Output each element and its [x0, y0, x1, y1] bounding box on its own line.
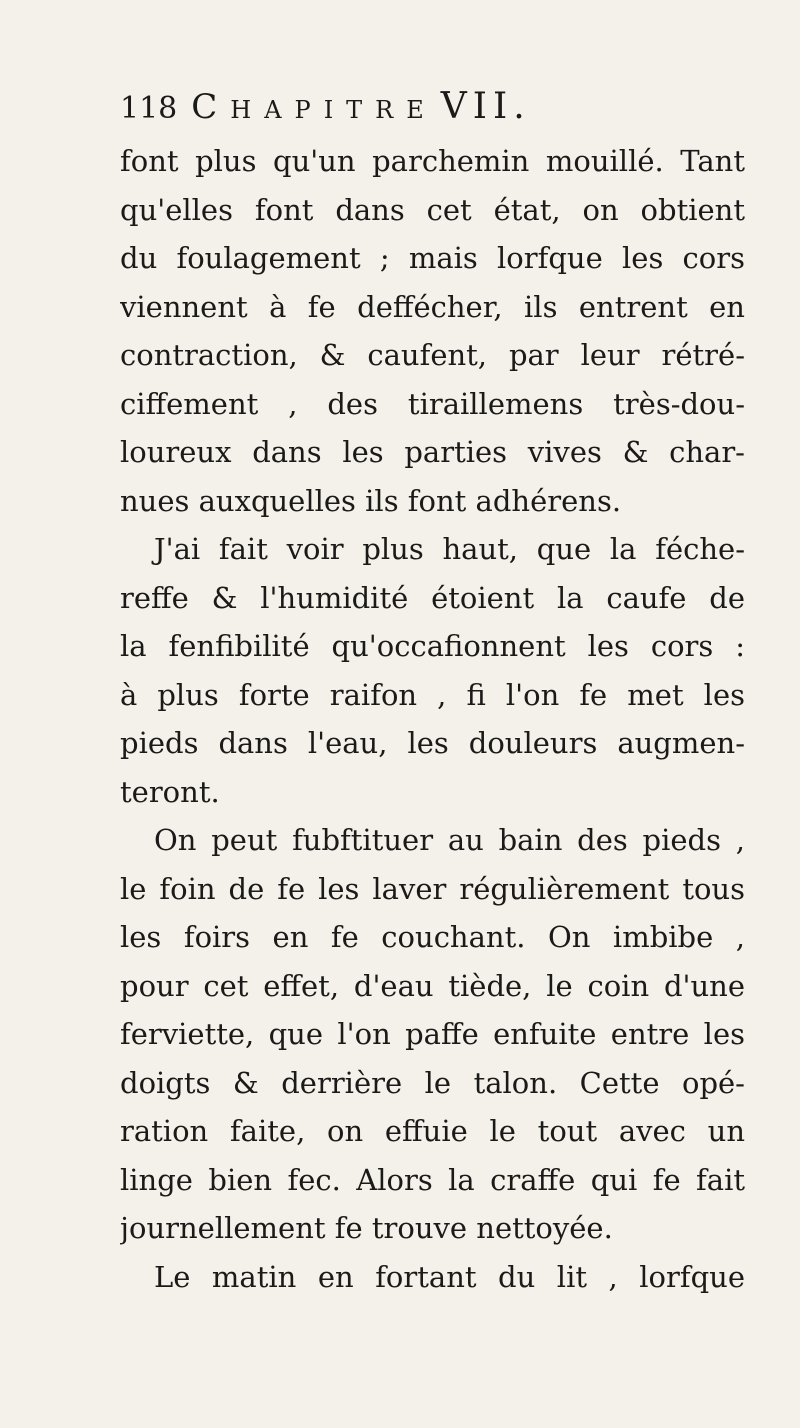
text-line: ferviette, que l'on paffe enfuite entre les — [120, 1017, 745, 1051]
text-line: les foirs en fe couchant. On imbibe , — [120, 920, 745, 954]
text-line: loureux dans les parties vives & char- — [120, 435, 745, 469]
text-line: nues auxquelles ils font adhérens. — [120, 483, 622, 518]
text-line: J'ai fait voir plus haut, que la féche- — [154, 532, 745, 566]
page-number: 118 — [120, 91, 178, 126]
text-line: contraction, & caufent, par leur rétré- — [120, 338, 745, 372]
text-line: teront. — [120, 774, 220, 809]
text-line: font plus qu'un parchemin mouillé. Tant — [120, 144, 745, 178]
text-line: On peut fubftituer au bain des pieds , — [154, 823, 745, 857]
text-line: qu'elles font dans cet état, on obtient — [120, 192, 745, 227]
chapter-numeral: VII. — [440, 86, 531, 127]
text-line: reffe & l'humidité étoient la caufe de — [120, 580, 745, 615]
running-header — [120, 86, 760, 134]
text-line: linge bien fec. Alors la craffe qui fe fait — [120, 1162, 745, 1197]
text-line: doigts & derrière le talon. Cette opé- — [120, 1065, 745, 1100]
text-line: ciffement , des tiraillemens très-dou- — [120, 386, 745, 421]
body-text — [120, 137, 745, 1301]
text-line: viennent à fe deffécher, ils entrent en — [120, 289, 745, 324]
text-line: le foin de fe les laver régulièrement tous — [120, 871, 745, 906]
text-line: à plus forte raifon , fi l'on fe met les — [120, 677, 745, 712]
chapter-title: Chapitre — [191, 87, 437, 127]
text-line: du foulagement ; mais lorfque les cors — [120, 241, 745, 275]
text-line: Le matin en fortant du lit , lorfque — [154, 1259, 745, 1294]
text-line: pour cet effet, d'eau tiède, le coin d'une — [120, 968, 745, 1003]
text-line: ration faite, on effuie le tout avec un — [120, 1114, 745, 1148]
text-line: pieds dans l'eau, les douleurs augmen- — [120, 726, 745, 760]
text-line: journellement fe trouve nettoyée. — [120, 1211, 613, 1245]
text-line: la fenfibilité qu'occafionnent les cors : — [120, 629, 745, 663]
